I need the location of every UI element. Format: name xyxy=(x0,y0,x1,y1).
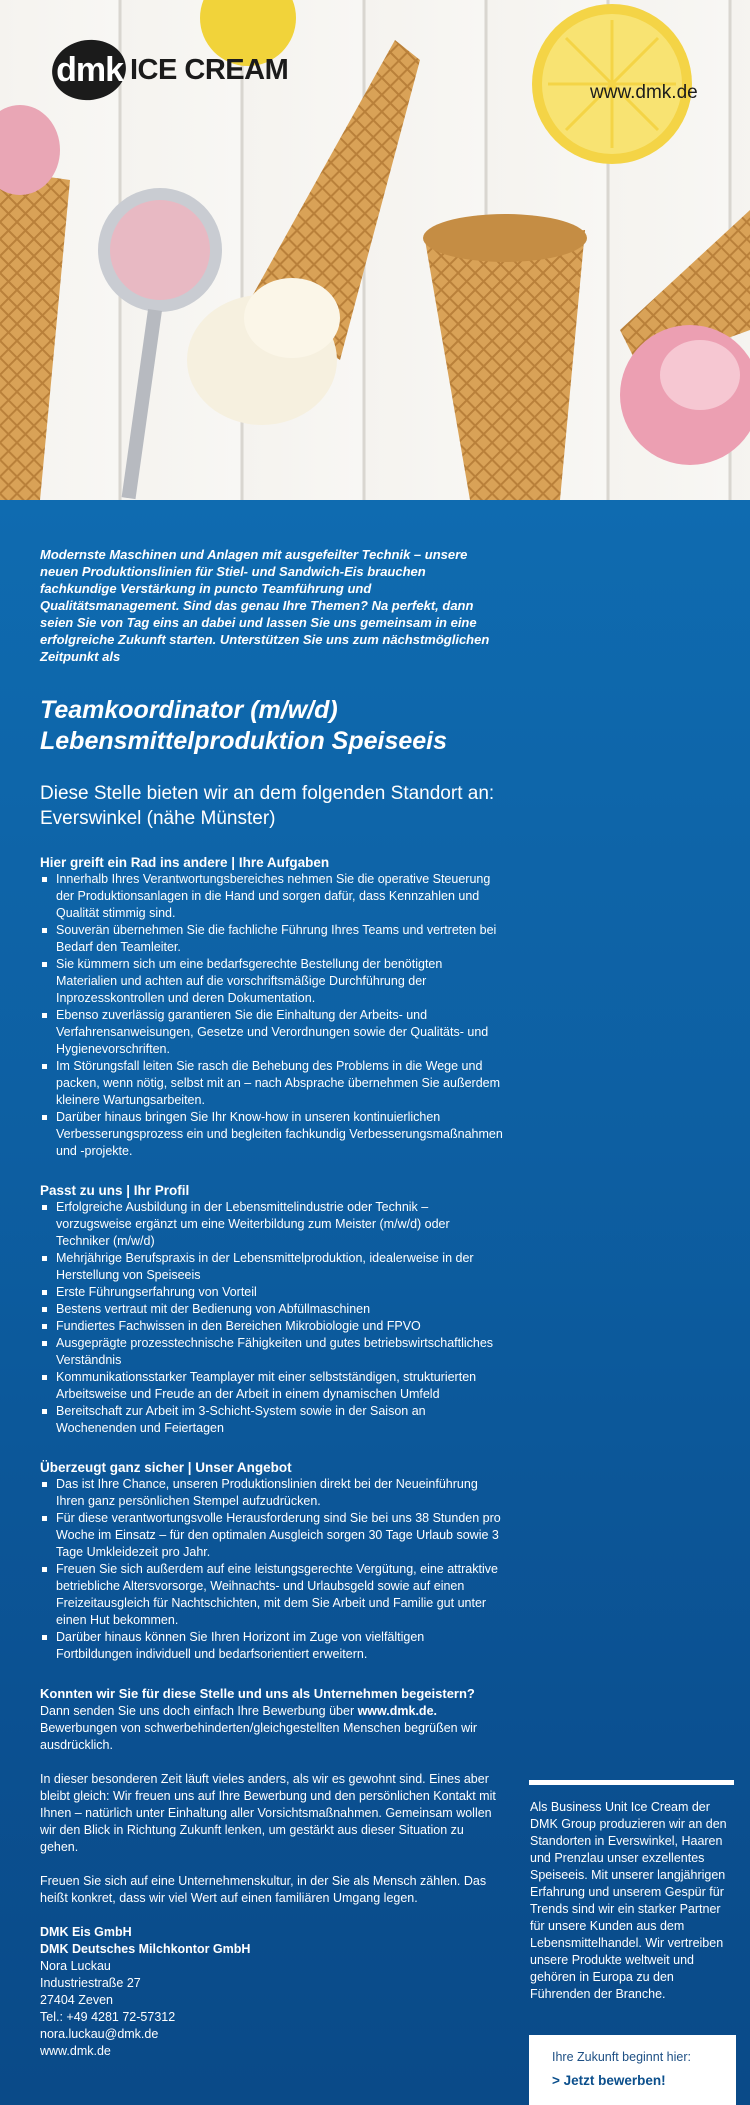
section-profile xyxy=(40,1182,504,1437)
job-title-line-1: Teamkoordinator (m/w/d) xyxy=(40,696,338,724)
job-title-line-2: Lebensmittelproduktion Speiseeis xyxy=(40,727,448,755)
logo-mark-text: dmk xyxy=(55,50,123,89)
list-item: Bereitschaft zur Arbeit im 3-Schicht-System sowie in der Saison an Wochenenden und Feiertagen xyxy=(40,1403,504,1437)
hero-image xyxy=(0,0,750,500)
sidebar-about-text: Als Business Unit Ice Cream der DMK Group produzieren wir an den Standorten in Everswinkel, Haaren und Prenzlau unser exzellentes Speiseeis. Mit unserer langjährigen Erfahrung und unserem Gespür für Trends sind wir ein starker Partner für unsere Kunden aus dem Lebensmittelhandel. Wir vertreiben unsere Produkte weltweit und gehören in Europa zu den Führenden der Branche. xyxy=(530,1800,727,2001)
apply-box[interactable] xyxy=(529,2035,736,2105)
section-heading-tasks: Hier greift ein Rad ins andere | Ihre Aufgaben xyxy=(40,855,330,870)
list-item: Innerhalb Ihres Verantwortungsbereiches nehmen Sie die operative Steuerung der Produktionsanlagen in die Hand und sorgen dafür, dass Kennzahlen und Qualität stimmig sind. xyxy=(40,871,504,922)
dmk-ice-cream-logo xyxy=(52,38,288,102)
cta-text-before: Dann senden Sie uns doch einfach Ihre Bewerbung über xyxy=(40,1704,358,1718)
contact-name: Nora Luckau xyxy=(40,1959,111,1973)
offer-list xyxy=(40,1476,504,1663)
covid-paragraph: In dieser besonderen Zeit läuft vieles anders, als wir es gewohnt sind. Eines aber bleibt gleich: Wir freuen uns auf Ihre Bewerbung und den persönlichen Kontakt mit Ihnen – natürlich unter Einhaltung aller Vorsichtsmaßnahmen. Gemeinsam wollen wir den Blick in Richtung Zukunft lenken, um gestärkt aus dieser Situation zu gehen. xyxy=(40,1772,496,1854)
section-heading-profile: Passt zu uns | Ihr Profil xyxy=(40,1183,190,1198)
list-item: Im Störungsfall leiten Sie rasch die Behebung des Problems in die Wege und packen, wenn nötig, selbst mit an – nach Absprache übernehmen Sie außerdem kleinere Wartungsarbeiten. xyxy=(40,1058,504,1109)
list-item: Für diese verantwortungsvolle Herausforderung sind Sie bei uns 38 Stunden pro Woche im Einsatz – für den optimalen Ausgleich sorgen 30 Tage Urlaub sowie 3 Tage Umkleidezeit pro Jahr. xyxy=(40,1510,504,1561)
contact-email-link[interactable]: nora.luckau@dmk.de xyxy=(40,2027,159,2041)
contact-city: 27404 Zeven xyxy=(40,1993,113,2007)
section-offer xyxy=(40,1459,504,1663)
header-website-link[interactable]: www.dmk.de xyxy=(590,82,698,103)
application-call-to-action xyxy=(40,1685,504,1754)
cta-question: Konnten wir Sie für diese Stelle und uns als Unternehmen begeistern? xyxy=(40,1686,475,1701)
main-column xyxy=(40,546,504,2060)
list-item: Ebenso zuverlässig garantieren Sie die Einhaltung der Arbeits- und Verfahrensanweisungen, Gesetze und Verordnungen sowie der Qualitäts- und Hygienevorschriften. xyxy=(40,1007,504,1058)
apply-subtitle: Ihre Zukunft beginnt hier: xyxy=(552,2050,691,2064)
profile-list xyxy=(40,1199,504,1437)
list-item: Freuen Sie sich außerdem auf eine leistungsgerechte Vergütung, eine attraktive betriebliche Altersvorsorge, Weihnachts- und Urlaubsgeld sowie auf einen Freizeitausgleich für Nachtschichten, mit dem Sie Arbeit und Familie gut unter einen Hut bekommen. xyxy=(40,1561,504,1629)
contact-street: Industriestraße 27 xyxy=(40,1976,141,1990)
list-item: Bestens vertraut mit der Bedienung von Abfüllmaschinen xyxy=(40,1301,504,1318)
list-item: Erste Führungserfahrung von Vorteil xyxy=(40,1284,504,1301)
dmk-logo-mark xyxy=(48,35,130,105)
list-item: Darüber hinaus bringen Sie Ihr Know-how in unseren kontinuierlichen Verbesserungsprozess ein und begleiten fachkundig Verbesserungsmaßnahmen und -projekte. xyxy=(40,1109,504,1160)
list-item: Mehrjährige Berufspraxis in der Lebensmittelproduktion, idealerweise in der Herstellung von Speiseeis xyxy=(40,1250,504,1284)
list-item: Sie kümmern sich um eine bedarfsgerechte Bestellung der benötigten Materialien und achten auf die vorschriftsmäßige Durchführung der Inprozesskontrollen und deren Dokumentation. xyxy=(40,956,504,1007)
cta-text-after: Bewerbungen von schwerbehinderten/gleichgestellten Menschen begrüßen wir ausdrücklich. xyxy=(40,1721,478,1752)
contact-phone[interactable]: Tel.: +49 4281 72-57312 xyxy=(40,2010,176,2024)
list-item: Erfolgreiche Ausbildung in der Lebensmittelindustrie oder Technik – vorzugsweise ergänzt um eine Weiterbildung zum Meister (m/w/d) oder Techniker (m/w/d) xyxy=(40,1199,504,1250)
list-item: Fundiertes Fachwissen in den Bereichen Mikrobiologie und FPVO xyxy=(40,1318,504,1335)
list-item: Das ist Ihre Chance, unseren Produktionslinien direkt bei der Neueinführung Ihren ganz persönlichen Stempel aufzudrücken. xyxy=(40,1476,504,1510)
intro-text: Modernste Maschinen und Anlagen mit ausgefeilter Technik – unsere neuen Produktionslinien für Stiel- und Sandwich-Eis brauchen fachkundige Verstärkung in puncto Teamführung und Qualitätsmanagement. Sind das genau Ihre Themen? Na perfekt, dann seien Sie von Tag eins an dabei und lassen Sie uns gemeinsam in eine erfolgreiche Zukunft starten. Unterstützen Sie uns zum nächstmöglichen Zeitpunkt als xyxy=(40,547,490,664)
culture-paragraph: Freuen Sie sich auf eine Unternehmenskultur, in der Sie als Mensch zählen. Das heißt konkret, dass wir viel Wert auf einen familiären Umgang legen. xyxy=(40,1874,487,1905)
section-tasks xyxy=(40,854,504,1160)
contact-block xyxy=(40,1924,504,2060)
contact-company-2: DMK Deutsches Milchkontor GmbH xyxy=(40,1942,251,1956)
list-item: Souverän übernehmen Sie die fachliche Führung Ihres Teams und vertreten bei Bedarf den Teamleiter. xyxy=(40,922,504,956)
apply-now-link[interactable]: > Jetzt bewerben! xyxy=(552,2073,666,2088)
contact-website-link[interactable]: www.dmk.de xyxy=(40,2044,111,2058)
sidebar-divider xyxy=(529,1780,734,1785)
list-item: Darüber hinaus können Sie Ihren Horizont im Zuge von vielfältigen Fortbildungen individuell und bedarfsorientiert erweitern. xyxy=(40,1629,504,1663)
application-website-link[interactable]: www.dmk.de. xyxy=(357,1704,437,1718)
tasks-list xyxy=(40,871,504,1160)
contact-company-1: DMK Eis GmbH xyxy=(40,1925,132,1939)
section-heading-offer: Überzeugt ganz sicher | Unser Angebot xyxy=(40,1460,292,1475)
list-item: Kommunikationsstarker Teamplayer mit einer selbstständigen, strukturierten Arbeitsweise und Freude an der Arbeit in einem dynamischen Umfeld xyxy=(40,1369,504,1403)
logo-wordmark: ICE CREAM xyxy=(130,53,289,86)
job-location: Diese Stelle bieten wir an dem folgenden Standort an: Everswinkel (nähe Münster) xyxy=(40,783,495,829)
job-title xyxy=(40,695,504,757)
list-item: Ausgeprägte prozesstechnische Fähigkeiten und gutes betriebswirtschaftliches Verständnis xyxy=(40,1335,504,1369)
